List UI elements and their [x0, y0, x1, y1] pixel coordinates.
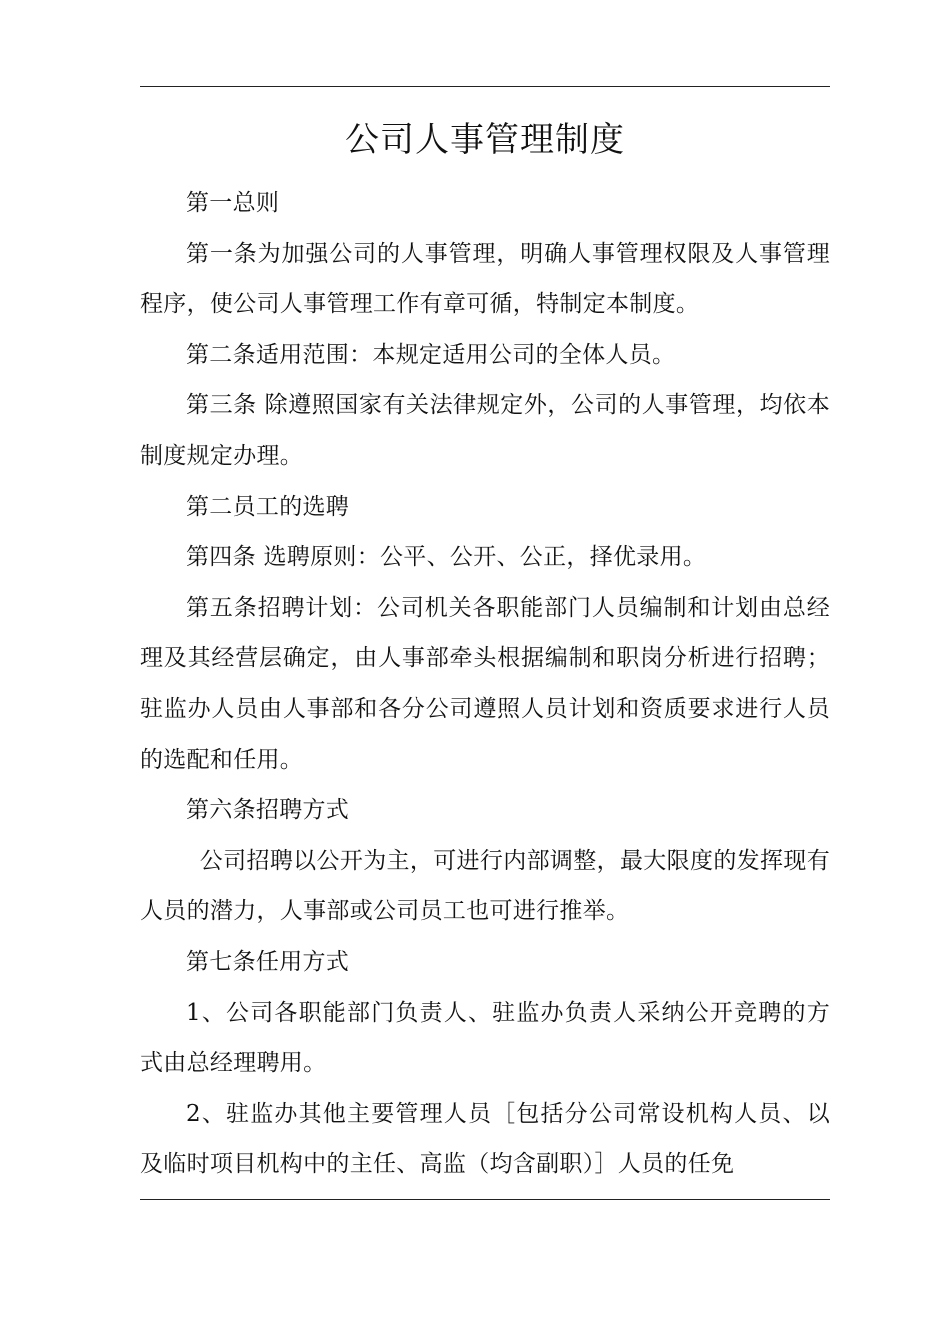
bottom-rule	[140, 1199, 830, 1200]
section-heading-recruitment: 第二员工的选聘	[186, 493, 350, 520]
article-6-body: 公司招聘以公开为主，可进行内部调整，最大限度的发挥现有人员的潜力，人事部或公司员工也可进行推举。	[140, 847, 830, 925]
article-5: 第五条招聘计划：公司机关各职能部门人员编制和计划由总经理及其经营层确定，由人事部牵头根据编制和职岗分析进行招聘；驻监办人员由人事部和各分公司遵照人员计划和资质要求进行人员的选配和任用。	[140, 594, 830, 773]
article-6-heading: 第六条招聘方式	[186, 797, 350, 824]
article-3: 第三条 除遵照国家有关法律规定外，公司的人事管理，均依本制度规定办理。	[140, 392, 830, 469]
section-heading-general: 第一总则	[186, 190, 280, 216]
document-title: 公司人事管理制度	[345, 120, 625, 160]
document-body	[140, 178, 830, 1190]
article-7-item-2: 2、驻监办其他主要管理人员［包括分公司常设机构人员、以及临时项目机构中的主任、高监（均含副职）］人员的任免	[140, 1100, 830, 1178]
article-7-heading: 第七条任用方式	[186, 948, 350, 975]
article-2: 第二条适用范围：本规定适用公司的全体人员。	[186, 341, 676, 368]
article-4: 第四条 选聘原则：公平、公开、公正，择优录用。	[186, 544, 707, 571]
article-7-item-1: 1、公司各职能部门负责人、驻监办负责人采纳公开竞聘的方式由总经理聘用。	[140, 999, 830, 1077]
top-rule	[140, 86, 830, 87]
article-1: 第一条为加强公司的人事管理，明确人事管理权限及人事管理程序，使公司人事管理工作有章可循，特制定本制度。	[140, 240, 830, 318]
